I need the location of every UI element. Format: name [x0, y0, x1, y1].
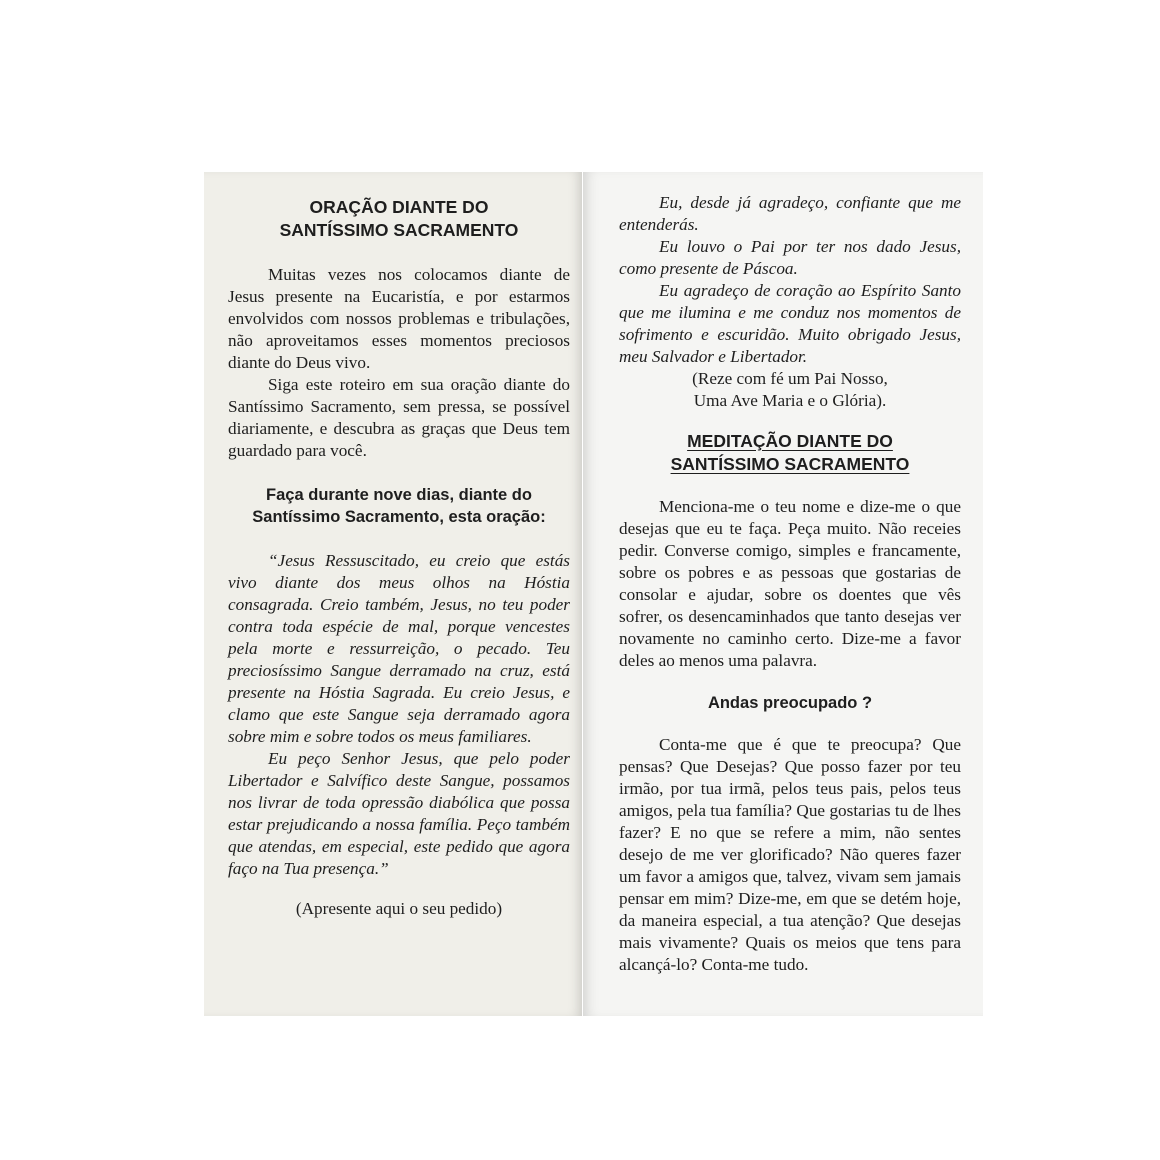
right-subtitle: Andas preocupado ? — [707, 694, 873, 712]
left-paragraph-1: Muitas vezes nos colocamos diante de Jesus presente na Eucaristía, e por estarmos envolvidos com nossos problemas e tribulações, não aproveitamos esses momentos preciosos diante do Deus vivo. — [228, 265, 570, 372]
right-line-c: Eu agradeço de coração ao Espírito Santo que me ilumina e me conduz nos momentos de sofrimento e escuridão. Muito obrigado Jesus, meu Salvador e Libertador. — [619, 281, 961, 366]
right-page — [583, 172, 983, 1016]
left-prayer-2: Eu peço Senhor Jesus, que pelo poder Libertador e Salvífico deste Sangue, possamos nos livrar de toda opressão diabólica que possa estar prejudicando a nossa família. Peço também que atendas, em especial, este pedido que agora faço na Tua presença.” — [228, 749, 570, 878]
right-reze — [619, 368, 961, 412]
right-reze-line2: Uma Ave Maria e o Glória). — [693, 391, 887, 410]
right-line-b: Eu louvo o Pai por ter nos dado Jesus, como presente de Páscoa. — [619, 237, 961, 278]
left-subtitle-line2: Santíssimo Sacramento, esta oração: — [252, 508, 546, 526]
right-title-line2: SANTÍSSIMO SACRAMENTO — [670, 454, 910, 474]
left-footer: (Apresente aqui o seu pedido) — [295, 899, 503, 918]
right-paragraph-1: Menciona-me o teu nome e dize-me o que desejas que eu te faça. Peça muito. Não receies pedir. Converse comigo, simples e francamente, sobre os pobres e as pessoas que gostarias de consolar e ajudar, sobre os doentes que vês sofrer, os desencaminhados que tanto desejas ver novamente no caminho certo. Dize-me a favor deles ao menos uma palavra. — [619, 497, 961, 670]
left-title-line1: ORAÇÃO DIANTE DO — [309, 197, 489, 217]
right-reze-line1: (Reze com fé um Pai Nosso, — [692, 369, 888, 388]
left-subtitle-line1: Faça durante nove dias, diante do — [266, 486, 532, 504]
right-title-line1: MEDITAÇÃO DIANTE DO — [687, 431, 893, 451]
left-page — [204, 172, 582, 1016]
right-paragraph-2: Conta-me que é que te preocupa? Que pensas? Que Desejas? Que posso fazer por teu irmão, por tua irmã, pelos teus pais, pelos teus amigos, pela tua família? Que gostarias tu de lhes fazer? E no que se refere a mim, não sentes desejo de me ver glorificado? Não queres fazer um favor a amigos que, talvez, vivam sem jamais pensar em mim? Dize-me, em que se detém hoje, da maneira especial, a tua atenção? Que desejas mais vivamente? Quais os meios que tens para alcançá-lo? Conta-me tudo. — [619, 735, 961, 974]
left-prayer-1: “Jesus Ressuscitado, eu creio que estás vivo diante dos meus olhos na Hóstia consagrada. Creio também, Jesus, no teu poder contra toda espécie de mal, porque vencestes pela morte e ressurreição, o pecado. Teu preciosíssimo Sangue derramado na cruz, está presente na Hóstia Sagrada. Eu creio Jesus, e clamo que este Sangue seja derramado agora sobre mim e sobre todos os meus familiares. — [228, 551, 570, 746]
left-title-line2: SANTÍSSIMO SACRAMENTO — [279, 220, 519, 240]
left-title — [228, 196, 570, 242]
left-paragraph-2: Siga este roteiro em sua oração diante do Santíssimo Sacramento, sem pressa, se possível diariamente, e descubra as graças que Deus tem guardado para você. — [228, 375, 570, 460]
right-line-a: Eu, desde já agradeço, confiante que me entenderás. — [619, 193, 961, 234]
right-title — [619, 430, 961, 476]
left-subtitle — [228, 484, 570, 528]
